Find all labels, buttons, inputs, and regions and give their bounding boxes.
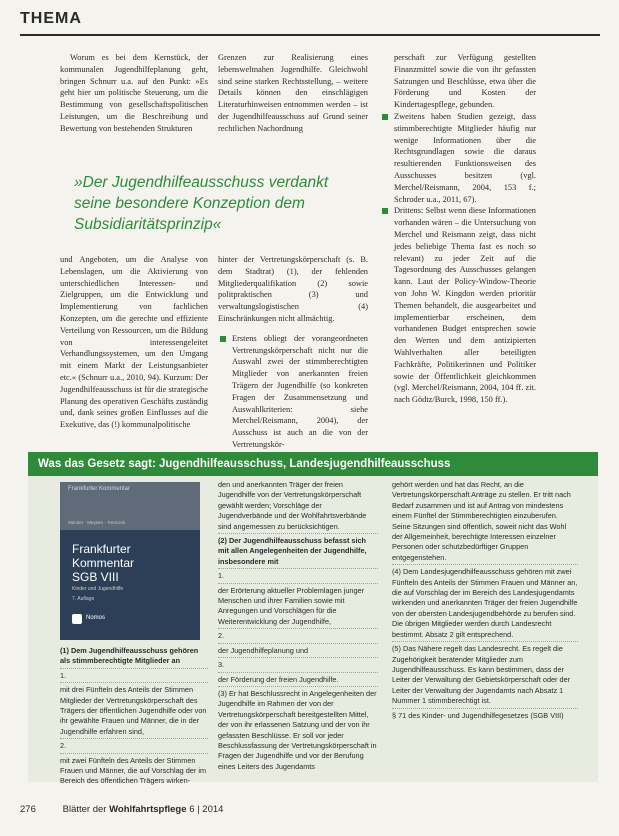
book-publisher: Nomos <box>86 615 106 621</box>
bullet-list <box>380 111 536 406</box>
law-text: der Erörterung aktueller Problemlagen junger Menschen und ihrer Familien sowie mit Anregungen und Vorschlägen für die Weiterentwicklung der Jugendhilfe, <box>218 586 378 630</box>
column-1-bottom <box>60 254 208 431</box>
law-text: (5) Das Nähere regelt das Landesrecht. Es regelt die Zugehörigkeit beratender Mitglieder zum Jugendhilfeausschuss. Es kann bestimmen, dass der Leiter der Verwaltung der Gebietskörperschaft oder der Leiter der Verwaltung der Jugendamts nach Absatz 1 Nummer 1 stimmberechtigt ist. <box>392 644 578 708</box>
law-text: (3) Er hat Beschlussrecht in Angelegenheiten der Jugendhilfe im Rahmen der von der Vertretungskörperschaft bereitgestellten Mittel, der von ihr erlassenen Satzung und der von ihr gefassten Beschlüsse. Er soll vor jeder Beschlussfassung der Vertretungskörperschaft in Fragen der Jugendhilfe und vor der Berufung eines Leiters des Jugendamts <box>218 688 377 771</box>
pull-quote: »Der Jugendhilfeausschuss verdankt seine besondere Konzeption dem Subsidiaritätsprinzip« <box>74 174 329 233</box>
column-3 <box>380 52 536 406</box>
bullet-list <box>218 333 368 451</box>
box-column-1 <box>60 646 208 789</box>
list-item: Zweitens haben Studien gezeigt, dass stimmberechtigte Mitglieder häufig nur wenige Informationen über die Rechtsgrundlagen sowie die daraus resultierenden Funktionsweisen des Ausschusses besitzen (vgl. Merchel/Reismann, 2004, 153 f.; Schroder u.a., 2011, 67). <box>380 111 536 205</box>
law-text: mit zwei Fünfteln des Anteils der Stimmen Frauen und Männer, die auf Vorschlag der im Bereich des öffentlichen Trägers wirken- <box>60 755 207 786</box>
list-number: 1. <box>218 571 378 583</box>
list-item: Drittens: Selbst wenn diese Informationen vorhanden wären – die Untersuchung von Merchel und Reismann zeigt, dass nicht jedes beliebige Thema fast es noch so relevant) zu jeder Zeit auf die Tagesordnung des Ausschusses gelangen kann. Laut der Policy-Window-Theorie von John W. Kingdon werden prioritär Themen behandelt, die ausgearbeitet und implementierbar erscheinen, dem vorhandenen Budget entsprechen sowie den Werten und dem antizipierten Wahlverhalten aller beteiligten Fachkräfte, Politikerinnen und Politiker sowie der Öffentlichkeit gleichkommen (vgl. Merchel/Reismann, 2004, 104 ff. zit. nach Gödtz/Burck, 1998, 150 ff.). <box>380 205 536 406</box>
issue-number: 6 | 2014 <box>189 804 224 815</box>
paragraph: und Angeboten, um die Analyse von Lebenslagen, um die Aktivierung von unterschiedlichen Interessen- und Zielgruppen, um die Entwicklung und Implementierung von fachlichen Konzepten, um die gerechte und effiziente Verteilung von Ressourcen, um die Bildung von interessengeleitet Verhandlungssystemen, um den Umgang mit einem Markt der Leistungsanbieter etc.« (Schnurr u.a., 2010, 94). Kurzum: Der Jugendhilfeausschuss ist für die strategische Planung des operativen Geschäfts zuständig und, dank seines großen Einflusses auf die Exekutive, das (!) kommunalpolitische <box>60 255 208 430</box>
law-text: mit drei Fünfteln des Anteils der Stimmen Mitglieder der Vertretungskörperschaft des Trägers der öffentlichen Jugendhilfe oder von ihr gewählte Frauen und Männer, die in der Jugendhilfe erfahren sind, <box>60 685 208 739</box>
publisher-logo-icon <box>72 614 82 624</box>
column-1-top <box>60 52 208 135</box>
paragraph: Grenzen zur Realisierung eines lebensweltnahen Jugendhilfe. Gleichwohl sind seine starken Rechtsstellung, – weitere Details können den einschlägigen Literaturhinweisen entnommen werden – ist der Jugendhilfeausschuss auf Grund seiner rechtlichen Nachordnung <box>218 53 368 133</box>
law-source: § 71 des Kinder- und Jugendhilfegesetzes (SGB VIII) <box>392 710 564 720</box>
law-text: den und anerkannten Träger der freien Jugendhilfe von der Vertretungskörperschaft gewählt werden; Vorschläge der Jugendverbände und der Wohlfahrtsverbände sind angemessen zu berücksichtigen. <box>218 480 378 534</box>
list-number: 2. <box>60 741 208 753</box>
law-text: gehört werden und hat das Recht, an die Vertretungskörperschaft Anträge zu stellen. Er tritt nach Bedarf zusammen und ist auf Antrag von mindestens einem Fünftel der Stimmberechtigten einzuberufen. Seine Sitzungen sind öffentlich, soweit nicht das Wohl der Allgemeinheit, berechtigte Interessen einzelner Personen oder schutzbedürftiger Gruppen entgegenstehen. <box>392 480 578 565</box>
list-number: 2. <box>218 631 378 643</box>
column-2-top <box>218 52 368 135</box>
info-box-title: Was das Gesetz sagt: Jugendhilfeausschuss, Landesjugendhilfeausschuss <box>28 452 598 476</box>
law-paragraph-heading: (1) Dem Jugendhilfeausschuss gehören als stimmberechtigte Mitglieder an <box>60 646 208 669</box>
section-title: THEMA <box>20 10 82 27</box>
box-column-3 <box>392 480 578 723</box>
paragraph: hinter der Vertretungskörperschaft (s. B. dem Stadtrat) (1), der fehlenden Mitgliederqualifikation (2) sowie politpraktischen (3) und verwaltungslogistischen (4) Einschränkungen nicht allmächtig. <box>218 255 368 323</box>
law-text: (4) Dem Landesjugendhilfeausschuss gehören mit zwei Fünfteln des Anteils der Stimmen Frauen und Männer an, die auf Vorschlag der im Bereich des Landesjugendamts wirkenden und anerkannten Träger der freien Jugendhilfe von der obersten Landesjugendbehörde zu berufen sind. Die übrigen Mitglieder werden durch Landesrecht bestimmt. Absatz 2 gilt entsprechend. <box>392 567 578 642</box>
book-subtitle: Kinder und Jugendhilfe <box>72 586 124 592</box>
law-text: der Förderung der freien Jugendhilfe. <box>218 675 378 687</box>
list-number: 3. <box>218 660 378 672</box>
law-paragraph-heading: (2) Der Jugendhilfeausschuss befasst sich mit allen Angelegenheiten der Jugendhilfe, insbesondere mit <box>218 536 378 569</box>
book-cover-image <box>60 482 200 640</box>
book-series: Frankfurter Kommentar <box>68 486 131 492</box>
law-text: der Jugendhilfeplanung und <box>218 646 378 658</box>
page-footer <box>20 804 223 815</box>
book-title: Frankfurter Kommentar SGB VIII <box>72 542 135 584</box>
book-authors: Münder · Meysen · Trenczek <box>68 520 126 525</box>
column-2-bottom <box>218 254 368 451</box>
page-header <box>20 10 600 36</box>
paragraph: Worum es bei dem Kernstück, der kommunalen Jugendhilfeplanung geht, bringen Schnurr u.a. auf den Punkt: »Es geht hier um politische Steuerung, um die Bestimmung von gesellschaftspolitischen Leistungen, um die Beschreibung und Bewertung von bestehenden Strukturen <box>60 53 208 133</box>
paragraph: perschaft zur Verfügung gestellten Finanzmittel sowie die von ihr gefassten Satzungen und Beschlüsse, etwa über die Förderung und Kosten der Kindertagespflege, gebunden. <box>394 53 536 110</box>
book-edition: 7. Auflage <box>72 596 95 602</box>
publication-name: Blätter der Wohlfahrtspflege <box>62 804 187 815</box>
page-number: 276 <box>20 804 36 815</box>
list-item: Erstens obliegt der vorangeordneten Vertretungskörperschaft nicht nur die Auswahl zwei der stimmberechtigten Mitglieder von anerkannten freien Trägern der Jugendhilfe (so konkreten Fragen der Zusammensetzung und Auswahlkriterien: siehe Merchel/Reismann, 2004), der Ausschuss ist auch an die von der Vertretungskör- <box>218 333 368 451</box>
box-column-2 <box>218 480 378 774</box>
list-number: 1. <box>60 671 208 683</box>
